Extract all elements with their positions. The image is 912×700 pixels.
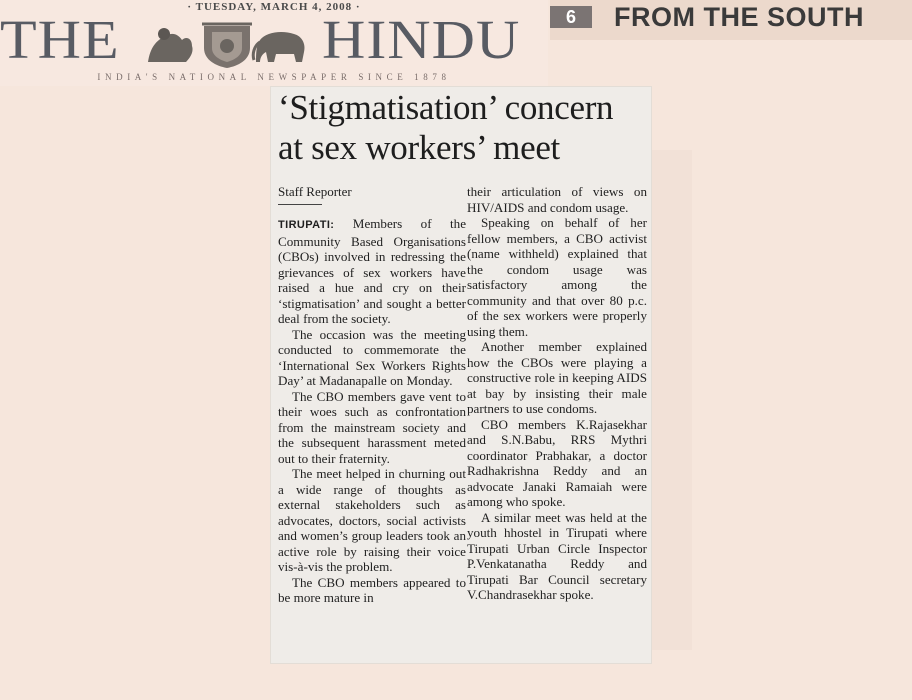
coat-of-arms-icon <box>142 18 312 70</box>
article-byline: Staff Reporter <box>278 184 352 199</box>
article-column-2 <box>467 184 647 603</box>
title-word-the: THE <box>0 9 120 70</box>
headline-line-2: at sex workers’ meet <box>278 128 560 167</box>
article-paragraph: Another member explained how the CBOs were playing a constructive role in keeping AIDS at bay by insisting their male partners to use condoms. <box>467 339 647 416</box>
section-header <box>550 0 912 40</box>
article-dateline: TIRUPATI: <box>278 219 335 231</box>
article-paragraph: their articulation of views on HIV/AIDS and condom usage. <box>467 184 647 215</box>
byline-divider <box>278 204 322 205</box>
article-paragraph: The meet helped in churning out a wide range of thoughts as external stakeholders such as advocates, doctors, social activists and women’s group leaders took an active role by raising their voice vis-à-vis the problem. <box>278 466 466 574</box>
headline-line-1: ‘Stigmatisation’ concern <box>278 88 614 127</box>
article-headline <box>278 88 648 168</box>
newspaper-masthead <box>0 0 548 86</box>
issue-date: · TUESDAY, MARCH 4, 2008 · <box>187 1 361 13</box>
article-paragraph: The CBO members appeared to be more mature in <box>278 574 466 605</box>
newspaper-title <box>0 9 548 70</box>
masthead-tagline: INDIA'S NATIONAL NEWSPAPER SINCE 1878 <box>97 72 451 82</box>
section-title: FROM THE SOUTH <box>614 2 864 32</box>
article-clipping <box>270 86 652 664</box>
article-paragraph: The CBO members gave vent to their woes such as confrontation from the mainstream society and the subsequent harassment meted out to their fraternity. <box>278 388 466 466</box>
article-paragraph: The occasion was the meeting conducted to commemorate the ‘International Sex Workers Rights Day’ at Madanapalle on Monday. <box>278 326 466 388</box>
article-paragraph: A similar meet was held at the youth hhostel in Tirupati where Tirupati Urban Circle Inspector P.Venkatanatha Reddy and Tirupati Bar Council secretary V.Chandrasekhar spoke. <box>467 509 647 602</box>
article-paragraph: Speaking on behalf of her fellow members, a CBO activist (name withheld) explained that the condom usage was satisfactory among the community and that over 80 p.c. of the sex workers were properly using them. <box>467 215 647 339</box>
article-paragraph: TIRUPATI: Members of the Community Based Organisations (CBOs) involved in redressing the grievances of sex workers have raised a hue and cry on their ‘stigmatisation’ and sought a better deal from the society. <box>278 216 467 326</box>
article-paragraph: CBO members K.Rajasekhar and S.N.Babu, RRS Mythri coordinator Prabhakar, a doctor Radhakrishna Reddy and an advocate Janaki Ramaiah were among who spoke. <box>467 416 647 509</box>
page-number-badge: 6 <box>550 6 592 28</box>
article-column-1 <box>278 216 466 606</box>
title-word-hindu: HINDU <box>322 9 521 70</box>
adjacent-newsprint <box>652 150 692 650</box>
